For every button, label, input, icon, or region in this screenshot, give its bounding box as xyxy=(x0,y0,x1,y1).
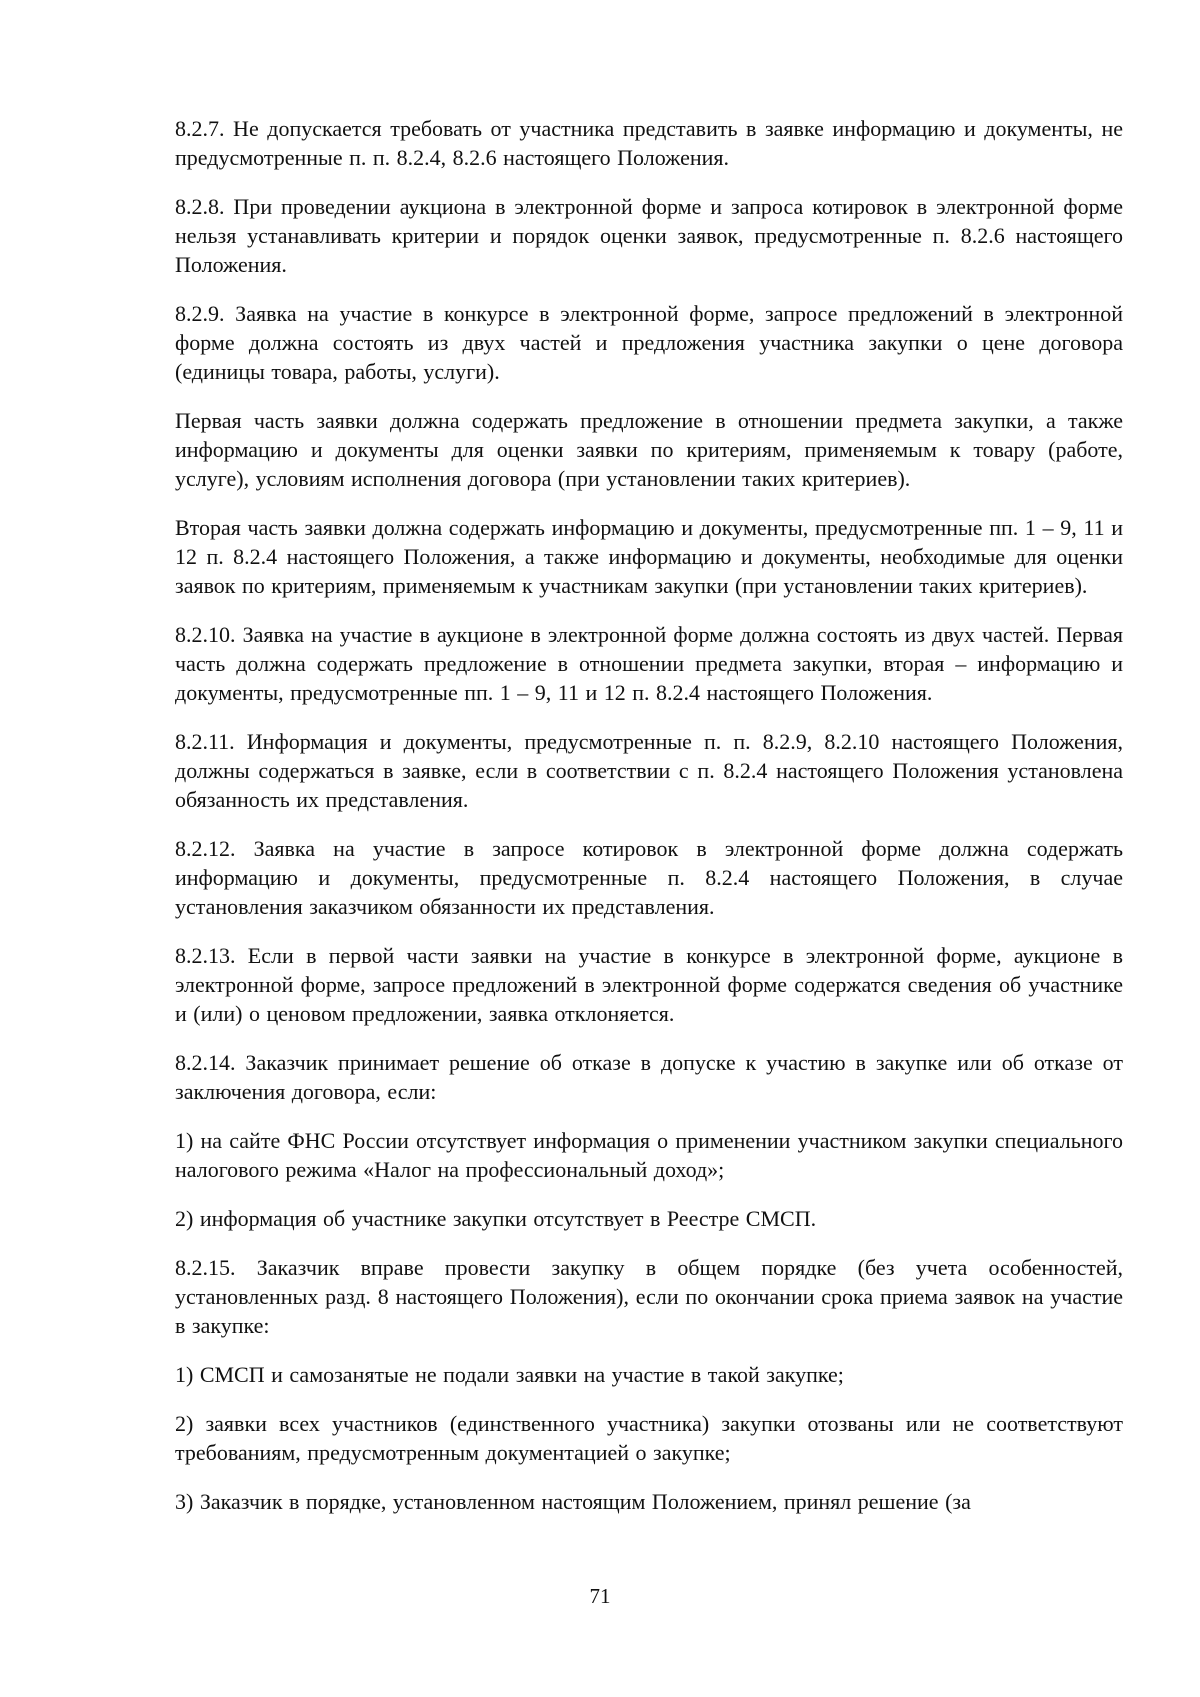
list-item-8-2-14-1: 1) на сайте ФНС России отсутствует информация о применении участником закупки специального налогового режима «Налог на профессиональный доход»; xyxy=(175,1128,1123,1182)
document-body xyxy=(175,114,1123,1536)
paragraph-first-part: Первая часть заявки должна содержать предложение в отношении предмета закупки, а также информацию и документы для оценки заявки по критериям, применяемым к товару (работе, услуге), условиям исполнения договора (при установлении таких критериев). xyxy=(175,408,1123,491)
paragraph-8-2-10: 8.2.10. Заявка на участие в аукционе в электронной форме должна состоять из двух частей. Первая часть должна содержать предложение в отношении предмета закупки, вторая – информацию и документы, предусмотренные пп. 1 – 9, 11 и 12 п. 8.2.4 настоящего Положения. xyxy=(175,622,1123,705)
list-item-8-2-15-1: 1) СМСП и самозанятые не подали заявки на участие в такой закупке; xyxy=(175,1362,844,1387)
page-number: 71 xyxy=(589,1584,611,1608)
list-item-8-2-15-2: 2) заявки всех участников (единственного участника) закупки отозваны или не соответствуют требованиям, предусмотренным документацией о закупке; xyxy=(175,1411,1123,1465)
paragraph-8-2-8: 8.2.8. При проведении аукциона в электронной форме и запроса котировок в электронной форме нельзя устанавливать критерии и порядок оценки заявок, предусмотренные п. 8.2.6 настоящего Положения. xyxy=(175,194,1123,277)
paragraph-second-part: Вторая часть заявки должна содержать информацию и документы, предусмотренные пп. 1 – 9, 11 и 12 п. 8.2.4 настоящего Положения, а также информацию и документы, необходимые для оценки заявок по критериям, применяемым к участникам закупки (при установлении таких критериев). xyxy=(175,515,1123,598)
paragraph-8-2-14: 8.2.14. Заказчик принимает решение об отказе в допуске к участию в закупке или об отказе от заключения договора, если: xyxy=(175,1050,1123,1104)
paragraph-8-2-7: 8.2.7. Не допускается требовать от участника представить в заявке информацию и документы, не предусмотренные п. п. 8.2.4, 8.2.6 настоящего Положения. xyxy=(175,116,1123,170)
paragraph-8-2-11: 8.2.11. Информация и документы, предусмотренные п. п. 8.2.9, 8.2.10 настоящего Положения, должны содержаться в заявке, если в соответствии с п. 8.2.4 настоящего Положения установлена обязанность их представления. xyxy=(175,729,1123,812)
paragraph-8-2-12: 8.2.12. Заявка на участие в запросе котировок в электронной форме должна содержать информацию и документы, предусмотренные п. 8.2.4 настоящего Положения, в случае установления заказчиком обязанности их представления. xyxy=(175,836,1123,919)
paragraph-8-2-13: 8.2.13. Если в первой части заявки на участие в конкурсе в электронной форме, аукционе в электронной форме, запросе предложений в электронной форме содержатся сведения об участнике и (или) о ценовом предложении, заявка отклоняется. xyxy=(175,943,1123,1026)
paragraph-8-2-15: 8.2.15. Заказчик вправе провести закупку в общем порядке (без учета особенностей, установленных разд. 8 настоящего Положения), если по окончании срока приема заявок на участие в закупке: xyxy=(175,1255,1123,1338)
paragraph-8-2-9: 8.2.9. Заявка на участие в конкурсе в электронной форме, запросе предложений в электронной форме должна состоять из двух частей и предложения участника закупки о цене договора (единицы товара, работы, услуги). xyxy=(175,301,1123,384)
list-item-8-2-14-2: 2) информация об участнике закупки отсутствует в Реестре СМСП. xyxy=(175,1206,817,1231)
list-item-8-2-15-3: 3) Заказчик в порядке, установленном настоящим Положением, принял решение (за xyxy=(175,1489,971,1514)
